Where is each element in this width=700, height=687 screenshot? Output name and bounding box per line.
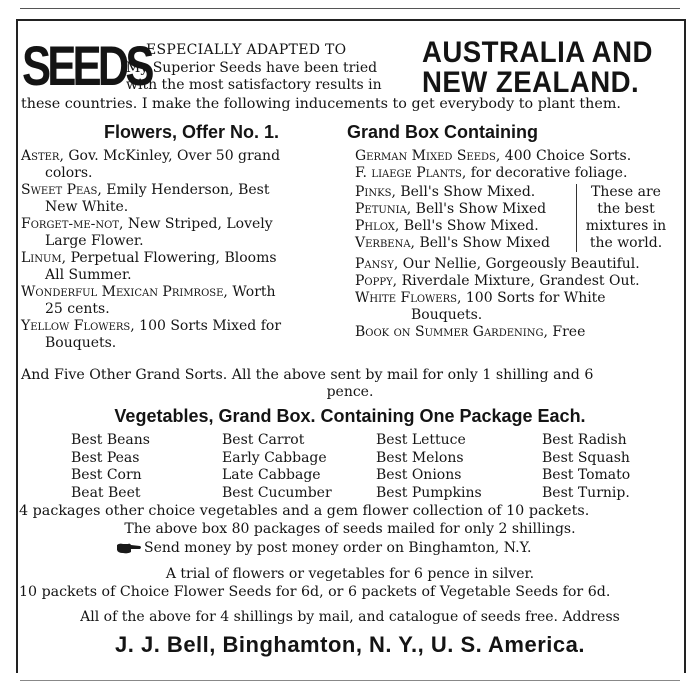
vegetable-item: Best Squash bbox=[542, 449, 630, 466]
flower-desc: Bell's Show Mixed. bbox=[399, 218, 539, 234]
header-line-4: these countries. I make the following inducements to get everybody to plant them. bbox=[21, 96, 621, 112]
vegetable-column-3 bbox=[376, 432, 482, 502]
vegetable-column-2 bbox=[222, 432, 332, 502]
vegetable-item: Best Turnip. bbox=[542, 484, 630, 501]
australia-headline: AUSTRALIA AND bbox=[422, 36, 653, 69]
flower-desc: All Summer. bbox=[45, 267, 132, 283]
flower-desc: for decorative foliage. bbox=[466, 165, 628, 181]
flower-name: Pansy, bbox=[355, 256, 399, 272]
flower-name: Sweet Peas, bbox=[21, 182, 102, 198]
flower-entry bbox=[355, 324, 640, 341]
flower-desc: 25 cents. bbox=[45, 301, 110, 317]
flower-desc: Bell's Show Mixed. bbox=[395, 184, 536, 200]
flower-name: Wonderful Mexican Primrose, bbox=[21, 284, 228, 300]
flower-entry bbox=[21, 301, 281, 318]
flower-entry bbox=[355, 235, 550, 252]
flower-desc: Free bbox=[547, 324, 586, 340]
vegetable-item: Best Pumpkins bbox=[376, 484, 482, 501]
flower-entry bbox=[21, 250, 281, 267]
vegetables-extra-line: 4 packages other choice vegetables and a gem flower collection of 10 packets. bbox=[19, 503, 590, 519]
flower-name: Poppy, bbox=[355, 273, 398, 289]
flower-desc: Bell's Show Mixed bbox=[411, 201, 547, 217]
flower-entry bbox=[21, 318, 281, 335]
note-line: These are bbox=[591, 184, 661, 200]
flower-entry bbox=[21, 148, 281, 165]
flowers-left-column bbox=[21, 148, 281, 352]
vegetable-item: Early Cabbage bbox=[222, 449, 327, 466]
flower-name: Forget-me-not, bbox=[21, 216, 124, 232]
flower-name: Aster, bbox=[21, 148, 64, 164]
flower-desc: 100 Sorts for White bbox=[461, 290, 606, 306]
flower-entry bbox=[21, 267, 281, 284]
flower-name: Verbena, bbox=[355, 235, 416, 251]
seeds-headline: SEEDS bbox=[22, 34, 151, 97]
flower-desc: Worth bbox=[227, 284, 276, 300]
vegetables-price-line: The above box 80 packages of seeds mailed for only 2 shillings. bbox=[124, 521, 576, 537]
flower-desc: Gov. McKinley, Over 50 grand bbox=[63, 148, 281, 164]
vegetable-item: Best Radish bbox=[542, 432, 627, 448]
flower-desc: Bouquets. bbox=[45, 335, 117, 351]
flower-name: Book on Summer Gardening, bbox=[355, 324, 548, 340]
flower-entry bbox=[21, 335, 281, 352]
vegetable-column-4 bbox=[542, 432, 630, 502]
vegetable-item: Best Peas bbox=[71, 449, 140, 466]
flower-desc: Perpetual Flowering, Blooms bbox=[66, 250, 277, 266]
vegetable-item: Best Lettuce bbox=[376, 432, 466, 448]
vegetable-item: Late Cabbage bbox=[222, 467, 321, 483]
flower-entry bbox=[21, 284, 281, 301]
vegetable-item: Best Melons bbox=[376, 449, 464, 466]
note-line: the world. bbox=[589, 235, 663, 251]
flower-entry bbox=[355, 184, 550, 201]
header-line-2: My Superior Seeds have been tried bbox=[126, 60, 378, 76]
flower-desc: 100 Sorts Mixed for bbox=[134, 318, 282, 334]
mixtures-note bbox=[580, 184, 672, 252]
top-rule bbox=[20, 8, 680, 9]
grand-box-top bbox=[355, 148, 631, 182]
bracket-divider bbox=[576, 184, 577, 252]
flower-name: Petunia, bbox=[355, 201, 412, 217]
flower-desc: Bouquets. bbox=[411, 307, 483, 323]
flower-entry bbox=[355, 307, 640, 324]
flower-entry bbox=[355, 256, 640, 273]
flower-desc: Our Nellie, Gorgeously Beautiful. bbox=[398, 256, 640, 272]
flower-desc: New Striped, Lovely bbox=[123, 216, 273, 232]
trial-line: A trial of flowers or vegetables for 6 pence in silver. bbox=[165, 566, 535, 582]
flower-name: Linum, bbox=[21, 250, 67, 266]
flower-name: White Flowers, bbox=[355, 290, 462, 306]
flower-name: Yellow Flowers, bbox=[21, 318, 135, 334]
flower-entry bbox=[355, 148, 631, 165]
flower-name: F. liaege Plants, bbox=[355, 165, 467, 181]
money-order-text: Send money by post money order on Binghamton, N.Y. bbox=[144, 540, 532, 556]
flower-entry bbox=[355, 201, 550, 218]
flower-name: German Mixed Seeds, bbox=[355, 148, 501, 164]
header-line-1: ESPECIALLY ADAPTED TO bbox=[146, 42, 347, 58]
flower-name: Phlox, bbox=[355, 218, 400, 234]
flower-entry bbox=[355, 165, 631, 182]
advertiser-signature: J. J. Bell, Binghamton, N. Y., U. S. America. bbox=[115, 632, 585, 657]
grand-box-heading: Grand Box Containing bbox=[347, 122, 538, 142]
flower-desc: Emily Henderson, Best bbox=[101, 182, 270, 198]
all-above-line: All of the above for 4 shillings by mail, and catalogue of seeds free. Address bbox=[80, 609, 620, 625]
flower-entry bbox=[21, 182, 281, 199]
flower-desc: 400 Choice Sorts. bbox=[500, 148, 632, 164]
flower-entry bbox=[21, 199, 281, 216]
packets-line: 10 packets of Choice Flower Seeds for 6d, or 6 packets of Vegetable Seeds for 6d. bbox=[19, 584, 611, 600]
vegetable-item: Best Tomato bbox=[542, 467, 631, 483]
flower-entry bbox=[355, 290, 640, 307]
flower-entry bbox=[355, 273, 640, 290]
vegetable-item: Beat Beet bbox=[71, 484, 141, 501]
new-zealand-headline: NEW ZEALAND. bbox=[422, 66, 640, 99]
vegetable-item: Best Corn bbox=[71, 467, 142, 483]
header-line-3: with the most satisfactory results in bbox=[126, 77, 382, 93]
money-order-line bbox=[116, 540, 531, 557]
vegetable-item: Best Cucumber bbox=[222, 484, 332, 501]
flowers-offer-heading: Flowers, Offer No. 1. bbox=[104, 122, 280, 142]
vegetables-heading: Vegetables, Grand Box. Containing One Package Each. bbox=[114, 406, 586, 426]
flower-desc: Bell's Show Mixed bbox=[415, 235, 550, 251]
vegetable-column-1 bbox=[71, 432, 150, 502]
flower-desc: Riverdale Mixture, Grandest Out. bbox=[397, 273, 640, 289]
flower-desc: New White. bbox=[45, 199, 129, 215]
note-line: the best bbox=[597, 201, 655, 217]
flower-entry bbox=[21, 165, 281, 182]
mixed-varieties bbox=[355, 184, 550, 252]
flower-desc: Large Flower. bbox=[45, 233, 144, 249]
vegetable-item: Best Carrot bbox=[222, 432, 305, 448]
note-line: mixtures in bbox=[585, 218, 667, 234]
vegetable-item: Best Onions bbox=[376, 467, 462, 483]
flower-entry bbox=[355, 218, 550, 235]
flower-entry bbox=[21, 216, 281, 233]
flower-desc: colors. bbox=[45, 165, 93, 181]
bottom-rule bbox=[20, 680, 680, 681]
pointing-hand-icon bbox=[116, 542, 142, 554]
grand-box-bottom bbox=[355, 256, 640, 341]
flowers-offer-line-2: pence. bbox=[326, 384, 374, 400]
flowers-offer-line: And Five Other Grand Sorts. All the above sent by mail for only 1 shilling and 6 bbox=[21, 367, 594, 383]
vegetable-item: Best Beans bbox=[71, 432, 150, 448]
flower-name: Pinks, bbox=[355, 184, 396, 200]
flower-entry bbox=[21, 233, 281, 250]
